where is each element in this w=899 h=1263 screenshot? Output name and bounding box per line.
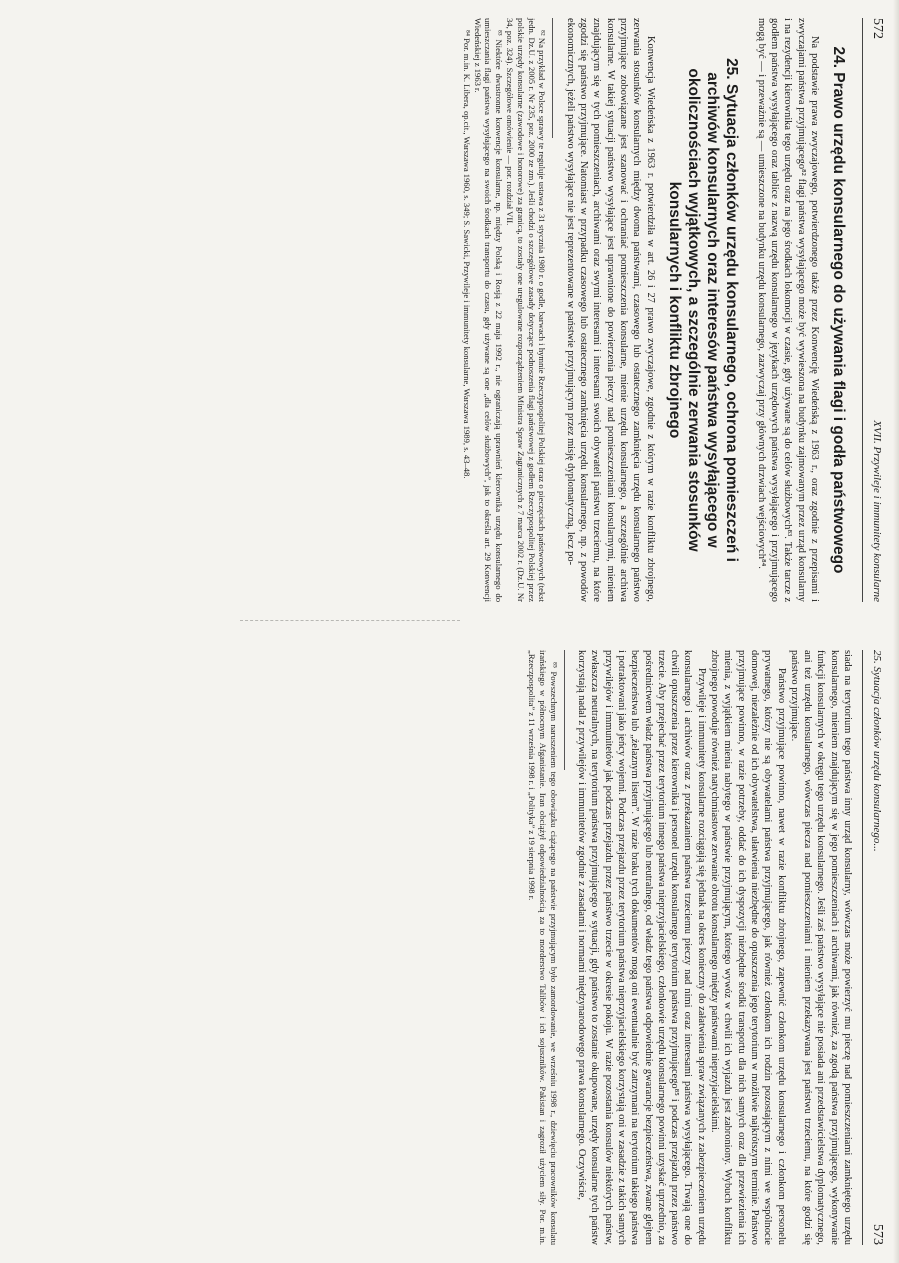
paragraph-2: Państwo przyjmujące powinno, nawet w razie konfliktu zbrojnego, zapewnić członkom urzędu konsularnego i członkom personelu prywatnego, którzy nie są obywatelami państwa przyjmującego, jak również członkom ich rodzin pozostającym z nimi we wspólnocie domowej, niezależnie od ich obywatelstwa, ułatwienia niezbędne do opuszczenia jego terytorium w możliwie najkrótszym terminie. Państwo przyjmujące powinno, w razie potrzeby, oddać do ich dyspozycji niezbędne środki transportu dla nich samych oraz dla przewiezienia ich mienia, z wyjątkiem mienia nabytego w państwie przyjmującym, którego wywóz w chwili ich wyjazdu jest zabroniony. Wybuch konfliktu zbrojnego powoduje również natychmiastowe zerwanie obrotu konsularnego między państwami nieprzyjacielskimi.	[709, 650, 787, 1245]
paragraph-1: siada na terytorium tego państwa inny urząd konsularny, wówczas może powierzyć mu pieczę nad pomieszczeniami zamkniętego urzędu konsularnego, mieniem znajdującym się w jego pomieszczeniach i archiwami, jak również, za zgodą państwa przyjmującego, wykonywanie funkcji konsularnych w okręgu tego urzędu konsularnego. Jeśli zaś państwo wysyłające nie posiada ani przedstawicielstwa dyplomatycznego, ani też urzędu konsularnego, wówczas piecza nad pomieszczeniami i mieniem przekazywana jest państwu trzeciemu, na które godzi się państwo przyjmujące.	[788, 650, 853, 1245]
running-head-title: 25. Sytuacja członków urzędu konsularnego...	[871, 650, 883, 852]
page-number: 573	[870, 1224, 885, 1245]
footnote-85: ⁸⁵ Powszechnym naruszeniem tego obowiązku ciążącego na państwie przyjmującym było zamordowanie, we wrześniu 1998 r., dziewięciu pracowników konsulatu irańskiego w północnym Afganistanie. Iran obciążył odpowiedzialnością za to morderstwo Talibów i ich sojuszników. Pakistan i zagroził użyciem siły. Por. m.in. „Rzeczpospolita” z 11 września 1998 r. i „Polityka” z 19 sierpnia 1998 r.	[527, 650, 559, 1245]
footnote-rule	[552, 18, 553, 138]
page-number: 572	[870, 18, 885, 39]
right-page	[424, 632, 899, 1263]
footnote-rule	[564, 650, 565, 770]
left-page	[424, 0, 899, 620]
page-gutter	[240, 620, 460, 621]
paragraph-3: Przywileje i immunitety konsularne rozciągają się jednak na okres konieczny do załatwienia spraw związanych z zabezpieczeniem urzędu konsularnego i archiwów oraz z przekazaniem państwa trzeciemu pieczy nad nimi oraz interesami państwa wysyłającego. Trwają one do chwili opuszczenia przez kierownika i personel urzędu konsularnego terytorium państwa przyjmującego⁸⁵ i podczas przejazdu przez państwo trzecie. Aby przejechać przez terytorium innego państwa nieprzyjacielskiego, członkowie urzędu konsularnego powinni uzyskać uprzednio, za pośrednictwem władz państwa przyjmującego lub neutralnego, od władz tego państwa odpowiednie gwarancje bezpieczeństwa, zwane glejtem bezpieczeństwa lub „żelaznym listem”. W razie braku tych dokumentów mogą oni ewentualnie być zatrzymani na terytorium takiego państwa i potraktowani jako jeńcy wojenni. Podczas przejazdu przez terytorium państwa nieprzyjacielskiego korzystają oni w zasadzie z takich samych przywilejów i immunitetów jak podczas przejazdu przez państwo trzecie w okresie pokoju. W razie pozostania konsulów niektórych państw, zwłaszcza neutralnych, na terytorium państwa przyjmującego w sytuacji, gdy państwo to zostanie okupowane, urzędy konsularne tych państw korzystają nadal z przywilejów i immunitetów zgodnie z zasadami i normami międzynarodowego prawa konsularnego. Oczywiście,	[576, 650, 707, 1245]
footnote-82: ⁸² Na przykład w Polsce sprawy te reguluje ustawa z 31 stycznia 1980 r. o godle, barwach i hymnie Rzeczypospolitej Polskiej oraz o pieczęciach państwowych (tekst jedn. Dz.U. z 2005 r. Nr 235, poz. 2000 ze zm.). Jeśli chodzi o szczegółowe zasady dotyczące podnoszenia flagi państwowej z godłem Rzeczypospolitej Polskiej przez polskie urzędy konsularne (zawodowe i honorowe) za granicą, to zostały one uregulowane rozporządzeniem Ministra Spraw Zagranicznych z 7 marca 2002 r. (Dz.U. Nr 34, poz. 324). Szczegółowe omówienie — por. rozdział VII.	[505, 18, 548, 602]
scan-edge-shadow	[893, 0, 899, 1263]
section-25-paragraph: Konwencja Wiedeńska z 1963 r. potwierdziła w art. 26 i 27 prawo zwyczajowe, zgodnie z którym w razie konfliktu zbrojnego, zerwania stosunków konsularnych między dwoma państwami, czasowego lub ostatecznego zamknięcia urzędu konsularnego państwo przyjmujące zobowiązane jest szanować i ochraniać pomieszczenia konsularne, mienie urzędu konsularnego, a szczególnie archiwa konsularne. W takiej sytuacji państwo wysyłające jest uprawnione do powierzenia pieczy nad pomieszczeniami konsularnymi, mieniem znajdującym się w tych pomieszczeniach, archiwami oraz swymi interesami i interesami swoich obywateli państwu trzeciemu, na które zgodzi się państwo przyjmujące. Natomiast w przypadku czasowego lub ostatecznego zamknięcia urzędu konsularnego, np. z powodów ekonomicznych, jeżeli państwo wysyłające nie jest reprezentowane w państwie przyjmującym przez misję dyplomatyczną, lecz po-	[564, 18, 656, 602]
section-24-paragraph: Na podstawie prawa zwyczajowego, potwierdzonego także przez Konwencję Wiedeńską z 1963 r., oraz zgodnie z przepisami i zwyczajami państwa przyjmującego⁸² flagi państwa wysyłającego może być wywieszona na budynku zajmowanym przez urząd konsularny i na rezydencji kierownika tego urzędu oraz na jego środkach lokomocji w czasie, gdy używane są do celów służbowych⁸³. Także tarcze z godłem państwa wysyłającego oraz tablice z nazwą urzędu konsularnego w językach urzędowych państwa wysyłającego i przyjmującego mogą być — i przeważnie są — umieszczone na budynku urzędu konsularnego, zazwyczaj przy głównych drzwiach wejściowych⁸⁴.	[755, 18, 820, 602]
running-head-right	[862, 650, 889, 1245]
footnote-83: ⁸³ Niektóre dwustronne konwencje konsularne, np. między Polską i Rosją z 22 maja 1992 r., nie ograniczają uprawnień kierownika urzędu konsularnego do umieszczania flagi państwa wysyłającego na swoich środkach transportu do czasu, gdy używane są one „dla celów służbowych”, jak to określa art. 29 Konwencji Wiedeńskiej z 1963 r.	[472, 18, 505, 602]
running-head-title: XVII. Przywileje i immunitety konsularne	[871, 420, 883, 602]
section-24-title: 24. Prawo urzędu konsularnego do używania flagi i godła państwowego	[830, 46, 847, 574]
running-head-left	[862, 18, 889, 602]
section-25-title: 25. Sytuacja członków urzędu konsularnego, ochrona pomieszczeń i archiwów konsularnych oraz interesów państwa wysyłającego w okolicznościach wyjątkowych, a szczególnie zerwania stosunków konsularnych i konfliktu zbrojnego	[665, 58, 740, 562]
footnote-84: ⁸⁴ Por. m.in. K. Libera, op.cit., Warszawa 1960, s. 349; S. Sawicki, Przywileje i immunitety konsularne, Warszawa 1989, s. 43–48.	[461, 30, 472, 479]
